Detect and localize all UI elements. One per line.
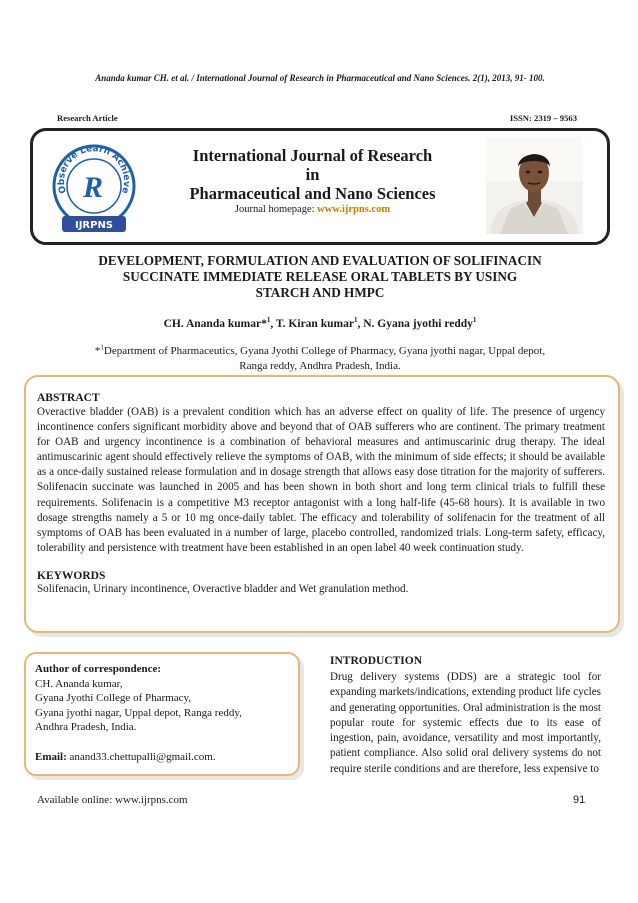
author-photo (486, 137, 583, 234)
correspondence-heading: Author of correspondence: (35, 663, 162, 675)
footer-available-online: Available online: www.ijrpns.com (37, 794, 188, 806)
issn: ISSN: 2319 – 9563 (509, 113, 577, 123)
journal-logo (46, 140, 142, 236)
article-type: Research Article (57, 113, 118, 123)
correspondence-institution: Gyana Jyothi College of Pharmacy, (35, 692, 191, 705)
affiliation: *$^1$Department of Pharmaceutics, Gyana Jyothi College of Pharmacy, Gyana jyothi nagar, Uppal depot, Ranga reddy, Andhra Pradesh, India. (94, 343, 546, 372)
logo-abbrev: IJRPNS (74, 220, 114, 231)
logo-ring-text: Observe Learn Achieve (56, 144, 132, 195)
abstract-heading: ABSTRACT (37, 392, 100, 404)
paper-title: DEVELOPMENT, FORMULATION AND EVALUATION OF SOLIFINACIN SUCCINATE IMMEDIATE RELEASE ORAL TABLETS BY USING STARCH AND HMPC (98, 253, 542, 300)
journal-title: International Journal of Research in Pharmaceutical and Nano Sciences (189, 146, 436, 203)
journal-homepage-link[interactable]: www.ijrpns.com (317, 204, 391, 215)
running-header: Ananda kumar CH. et al. / International Journal of Research in Pharmaceutical and Nano Sciences. 2(1), 2013, 91- 100. (95, 73, 545, 83)
correspondence-region: Andhra Pradesh, India. (35, 721, 137, 734)
correspondence-email-row: Email: anand33.chettupalli@gmail.com. (35, 750, 216, 763)
introduction-heading: INTRODUCTION (330, 655, 423, 667)
introduction-text: Drug delivery systems (DDS) are a strategic tool for expanding markets/indications, extending product life cycles and generating opportunities. Oral administration is the most popular route for systemic effects due to its ease of ingestion, pain, avoidance, versatility and most importantly, patient compliance. Also solid oral delivery systems do not require sterile conditions and are therefore, less expensive to (330, 671, 601, 775)
author-list: CH. Ananda kumar*$^1$, T. Kiran kumar$^1$, N. Gyana jyothi reddy$^1$ (163, 316, 477, 330)
correspondence-name: CH. Ananda kumar, (35, 677, 123, 690)
abstract-section (37, 392, 605, 597)
footer-page-number: 91 (573, 794, 586, 806)
correspondence-section (35, 662, 295, 765)
abstract-text: Overactive bladder (OAB) is a prevalent condition which has an adverse effect on quality of life. The presence of urgency incontinence confers significant morbidity above and beyond that of OAB sufferers who are continent. The primary treatment for OAB and urgency incontinence is a combination of behavioral measures and antimuscarinic drug therapy. The ideal antimuscarinic agent should effectively relieve the symptoms of OAB, with the minimum of side effects; it should be available as a once-daily sustained release formulation and in dosage strength that allows easy dose titration for the majority of sufferers. Solifenacin succinate was launched in 2005 and has been shown in both short and long term clinical trials to fulfill these requirements. Solifenacin is a competitive M3 receptor antagonist with a long half-life (45-68 hours). It is available in two dosage strengths namely a 5 or 10 mg once-daily tablet. The efficacy and tolerability of solifenacin for the treatment of all symptoms of OAB has been evaluated in a number of large, placebo controlled, randomized trials. Long-term safety, efficacy, tolerability and persistence with treatment have been established in an open label 40 week continuation study. (37, 406, 605, 554)
keywords-text: Solifenacin, Urinary incontinence, Overactive bladder and Wet granulation method. (37, 582, 409, 595)
keywords-heading: KEYWORDS (37, 569, 106, 582)
journal-homepage: Journal homepage: www.ijrpns.com (234, 204, 391, 215)
logo-monogram: R (82, 171, 104, 204)
correspondence-email-link[interactable]: anand33.chettupalli@gmail.com. (69, 750, 216, 763)
article-meta-row (57, 113, 577, 123)
correspondence-address: Gyana jyothi nagar, Uppal depot, Ranga reddy, (35, 706, 242, 719)
